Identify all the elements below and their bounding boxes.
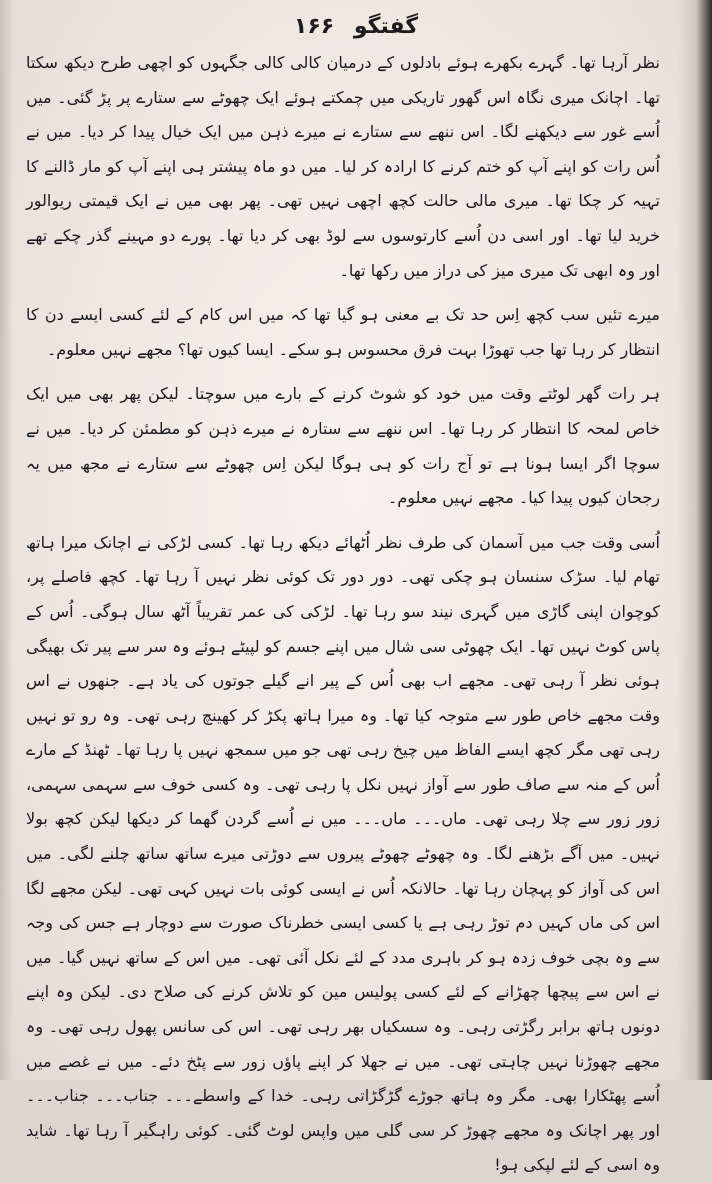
page-header (0, 14, 712, 39)
paragraph-1: نظر آرہا تھا۔ گہرے بکھرے ہوئے بادلوں کے درمیان کالی کالی جگہوں کو اچھی طرح دیکھ سکتا تھا۔ اچانک میری نگاہ اس گھور تاریکی میں چمکتے ہوئے ایک چھوٹے سے ستارے پر پڑ گئی۔ میں اُسے غور سے دیکھنے لگا۔ اس ننھے سے ستارے نے میرے ذہن میں ایک خیال پیدا کر دیا۔ میں نے اُس رات کو اپنے آپ کو ختم کرنے کا ارادہ کر لیا۔ میں دو ماہ پیشتر ہی اپنے آپ کو مار ڈالنے کا تہیہ کر چکا تھا۔ میری مالی حالت کچھ اچھی نہیں تھی۔ پھر بھی میں نے ایک قیمتی ریوالور خرید لیا تھا۔ اور اسی دن اُسے کارتوسوں سے لوڈ بھی کر دیا تھا۔ پورے دو مہینے گذر چکے تھے اور وہ ابھی تک میری میز کی دراز میں رکھا تھا۔ (26, 53, 660, 280)
book-gutter (678, 0, 712, 1080)
page-edge-shadow (0, 0, 14, 1080)
page-body (26, 46, 660, 1183)
paragraph-2: میرے تئیں سب کچھ اِس حد تک بے معنی ہو گیا تھا کہ میں اس کام کے لئے کسی ایسے دن کا انتظار کر رہا تھا جب تھوڑا بہت فرق محسوس ہو سکے۔ ایسا کیوں تھا؟ مجھے نہیں معلوم۔ (26, 305, 660, 359)
paragraph-3: ہر رات گھر لوٹتے وقت میں خود کو شوٹ کرنے کے بارے میں سوچتا۔ لیکن پھر بھی میں ایک خاص لمحہ کا انتظار کر رہا تھا۔ اس ننھے سے ستارہ نے میرے ذہن کو مطمئن کر دیا۔ میں نے سوچا اگر ایسا ہونا ہے تو آج رات کو ہی ہوگا لیکن اِس چھوٹے سے ستارے نے مجھ میں یہ رجحان کیوں پیدا کیا۔ مجھے نہیں معلوم۔ (26, 384, 660, 508)
page-number: ۱۶۶ (293, 14, 335, 39)
paragraph-4: اُسی وقت جب میں آسمان کی طرف نظر اُٹھائے دیکھ رہا تھا۔ کسی لڑکی نے اچانک میرا ہاتھ تھام لیا۔ سڑک سنسان ہو چکی تھی۔ دور دور تک کوئی نظر نہیں آ رہا تھا۔ کچھ فاصلے پر، کوچوان اپنی گاڑی میں گہری نیند سو رہا تھا۔ لڑکی کی عمر تقریباً آٹھ سال ہوگی۔ اُس کے پاس کوٹ نہیں تھا۔ ایک چھوٹی سی شال میں اپنے جسم کو لپیٹے ہوئے وہ سر سے پیر تک بھیگی ہوئی نظر آ رہی تھی۔ مجھے اب بھی اُس کے پیر انے گیلے جوتوں کی یاد ہے۔ جنھوں نے اس وقت مجھے خاص طور سے متوجہ کیا تھا۔ وہ میرا ہاتھ پکڑ کر کھینچ رہی تھی۔ وہ رو تو نہیں رہی تھی مگر کچھ ایسے الفاظ میں چیخ رہی تھی جو میں سمجھ نہیں پا رہا تھا۔ ٹھنڈ کے مارے اُس کے منہ سے صاف طور سے آواز نہیں نکل پا رہی تھی۔ وہ کسی خوف سے سہمی سہمی، زور زور سے چلا رہی تھی۔ ماں۔۔۔ ماں۔۔۔ میں نے اُسے گردن گھما کر دیکھا لیکن کچھ بولا نہیں۔ میں آگے بڑھنے لگا۔ وہ چھوٹے چھوٹے پیروں سے دوڑتی میرے ساتھ ساتھ چلنے لگی۔ میں اس کی آواز کو پہچان رہا تھا۔ حالانکہ اُس نے ایسی کوئی بات نہیں کہی تھی۔ لیکن مجھے لگا اس کی ماں کہیں دم توڑ رہی ہے یا کسی ایسی خطرناک صورت سے دوچار ہے جس کی وجہ سے وہ بچی خوف زدہ ہو کر باہری مدد کے لئے نکل آئی تھی۔ میں اس کے ساتھ نہیں گیا۔ میں نے اس سے پیچھا چھڑانے کے لئے کسی پولیس مین کو تلاش کرنے کی صلاح دی۔ لیکن وہ اپنے دونوں ہاتھ برابر رگڑتی رہی۔ وہ سسکیاں بھر رہی تھی۔ اس کی سانس پھول رہی تھی۔ وہ مجھے چھوڑنا نہیں چاہتی تھی۔ میں نے جھلا کر اپنے پاؤں زور سے پٹخ دئے۔ میں نے غصے میں اُسے پھٹکارا بھی۔ مگر وہ ہاتھ جوڑے گڑگڑاتی رہی۔ خدا کے واسطے۔۔۔ جناب۔۔۔ جناب۔۔۔ اور پھر اچانک وہ مجھے چھوڑ کر سی گلی میں واپس لوٹ گئی۔ کوئی راہگیر آ رہا تھا۔ شاید وہ اسی کے لئے لپکی ہو! (26, 532, 661, 1175)
chapter-title: گفتگو (353, 14, 419, 39)
